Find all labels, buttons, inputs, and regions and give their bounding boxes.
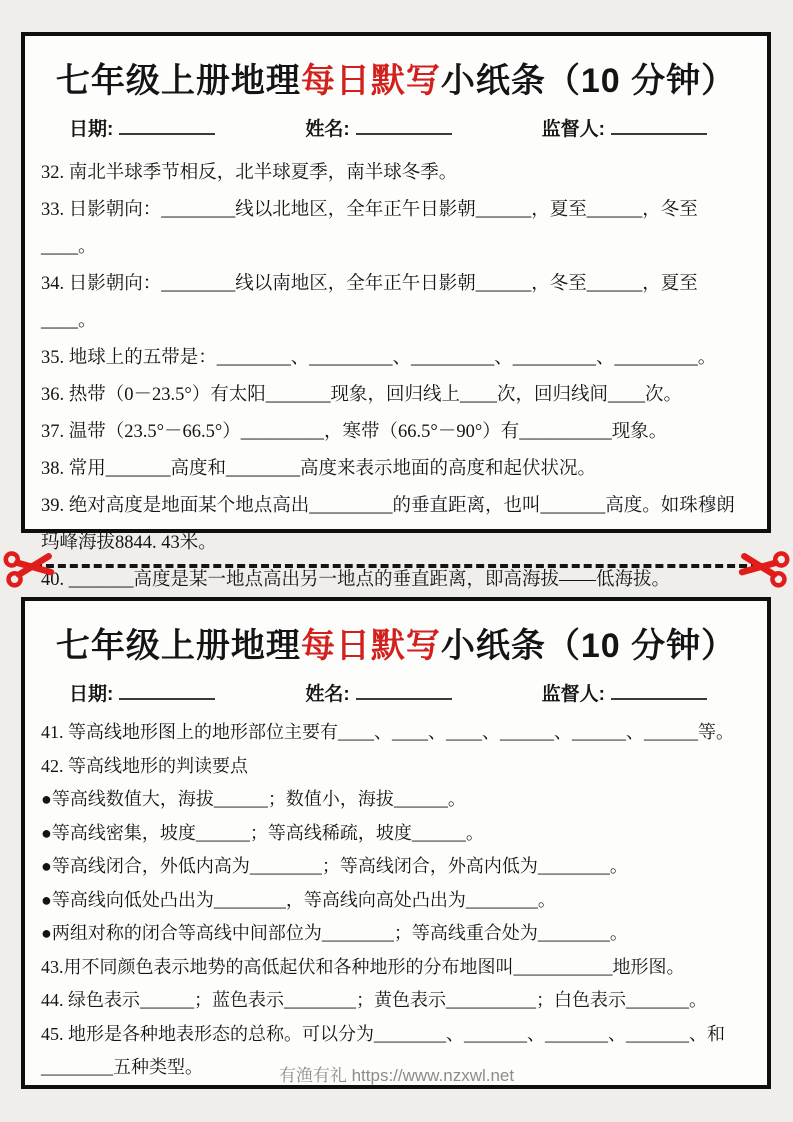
bullet-line: ●等高线密集，坡度______；等高线稀疏，坡度______。 [41, 822, 484, 843]
supervisor-field [542, 679, 707, 706]
supervisor-label: 监督人: [541, 684, 605, 705]
question-line: 42. 等高线地形的判读要点 [41, 755, 248, 776]
question-line: 39. 绝对高度是地面某个地点高出_________的垂直距离，也叫_______高度。如珠穆朗玛峰海拔8844. 43米。 [41, 496, 735, 553]
worksheet-section-2 [21, 597, 771, 1089]
date-field [69, 679, 215, 706]
name-label: 姓名: [305, 119, 350, 140]
watermark: 有渔有礼 https://www.nzxwl.net [278, 1066, 515, 1085]
scissors-left-icon [1, 541, 59, 594]
question-line: 35. 地球上的五带是：________、_________、_________、_________、_________。 [41, 348, 717, 368]
bullet-line: ●等高线数值大，海拔______；数值小，海拔______。 [41, 789, 466, 809]
name-field [305, 114, 451, 141]
name-field [305, 679, 451, 706]
date-field [69, 114, 215, 141]
bullet-line: ●等高线向低处凸出为________，等高线向高处凸出为________。 [41, 889, 556, 910]
question-list [25, 706, 767, 1085]
name-blank [356, 683, 452, 700]
title-highlight: 每日默写 [300, 62, 441, 100]
question-line: 45. 地形是各种地表形态的总称。可以分为________、_______、_______、_______、和________五种类型。 [41, 1023, 725, 1077]
worksheet-section-1 [21, 32, 771, 590]
question-line: 37. 温带（23.5°－66.5°）_________，寒带（66.5°－90°）有__________现象。 [41, 422, 668, 442]
question-line: 32. 南北半球季节相反，北半球夏季，南半球冬季。 [41, 163, 458, 183]
cut-line [0, 544, 793, 590]
supervisor-blank [611, 683, 707, 700]
supervisor-field [542, 114, 707, 141]
supervisor-label: 监督人: [541, 119, 605, 140]
question-line: 41. 等高线地形图上的地形部位主要有____、____、____、______、______、______等。 [41, 722, 734, 742]
dashed-cut-line [34, 564, 759, 568]
question-line: 34. 日影朝向：________线以南地区，全年正午日影朝______，冬至______，夏至____。 [41, 274, 698, 331]
question-line: 33. 日影朝向：________线以北地区，全年正午日影朝______，夏至______，冬至____。 [41, 200, 698, 257]
bullet-line: ●两组对称的闭合等高线中间部位为________；等高线重合处为________。 [41, 923, 628, 943]
header-fields [25, 677, 767, 706]
question-line: 36. 热带（0－23.5°）有太阳_______现象，回归线上____次，回归线间____次。 [41, 385, 683, 405]
name-label: 姓名: [305, 684, 350, 705]
title-highlight: 每日默写 [300, 627, 441, 665]
date-blank [119, 118, 215, 135]
question-line: 40. _______高度是某一地点高出另一地点的垂直距离，即高海拔——低海拔。 [41, 570, 671, 590]
header-fields [25, 112, 767, 141]
date-blank [119, 683, 215, 700]
title-pre: 七年级上册地理 [55, 62, 301, 100]
question-line: 38. 常用_______高度和________高度来表示地面的高度和起伏状况。 [41, 459, 597, 479]
bullet-line: ●等高线闭合，外低内高为________；等高线闭合，外高内低为________。 [41, 856, 628, 876]
question-list [25, 141, 767, 599]
scissors-right-icon [734, 541, 792, 594]
date-label: 日期: [69, 119, 114, 140]
section-title [31, 53, 761, 102]
date-label: 日期: [69, 684, 114, 705]
supervisor-blank [611, 118, 707, 135]
question-line: 43.用不同颜色表示地势的高低起伏和各种地形的分布地图叫___________地形图。 [41, 956, 685, 977]
title-post: 小纸条（10 分钟） [440, 62, 737, 100]
section-title [31, 618, 761, 667]
title-pre: 七年级上册地理 [55, 627, 301, 665]
question-line: 44. 绿色表示______；蓝色表示________；黄色表示__________；白色表示_______。 [41, 990, 707, 1010]
title-post: 小纸条（10 分钟） [440, 627, 737, 665]
name-blank [356, 118, 452, 135]
